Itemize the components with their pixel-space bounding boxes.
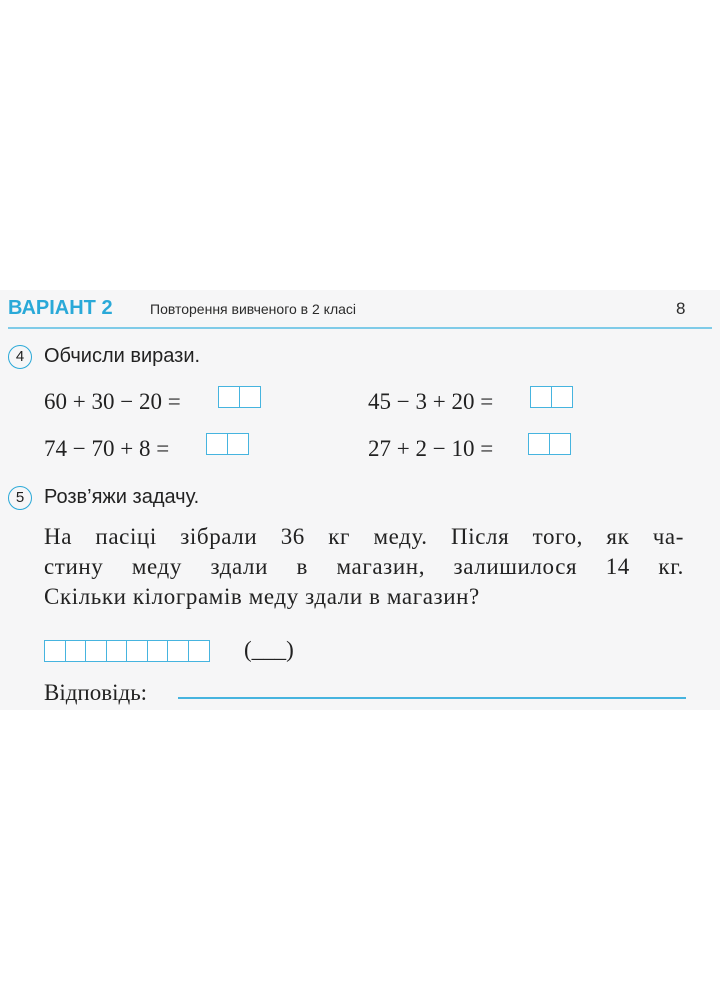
problem-text [44, 522, 684, 612]
expression-2: 45 − 3 + 20 = [368, 389, 494, 414]
answer-cell[interactable] [549, 433, 571, 455]
answer-label: Відповідь: [44, 680, 148, 705]
solution-cell[interactable] [106, 640, 128, 662]
variant-title: ВАРІАНТ 2 [8, 297, 113, 319]
answer-cell[interactable] [206, 433, 228, 455]
answer-line[interactable] [178, 697, 686, 699]
solution-cell[interactable] [44, 640, 66, 662]
answer-cell[interactable] [227, 433, 249, 455]
answer-cell[interactable] [218, 386, 240, 408]
header-divider [8, 327, 712, 329]
solution-cells[interactable] [44, 640, 210, 662]
solution-cell[interactable] [147, 640, 169, 662]
answer-cell[interactable] [530, 386, 552, 408]
task-5-title: Розв’яжи задачу. [44, 486, 200, 508]
page-number: 8 [676, 299, 686, 318]
expression-1: 60 + 30 − 20 = [44, 389, 181, 414]
task-5-number-badge: 5 [8, 486, 32, 510]
problem-line: стину меду здали в магазин, залишилося 14 кг. [44, 554, 684, 579]
expression-3: 74 − 70 + 8 = [44, 436, 170, 461]
solution-cell[interactable] [188, 640, 210, 662]
worksheet [0, 290, 720, 710]
expression-4: 27 + 2 − 10 = [368, 436, 494, 461]
section-subtitle: Повторення вивченого в 2 класі [150, 301, 357, 317]
units-placeholder[interactable]: (___) [244, 637, 294, 662]
solution-cell[interactable] [167, 640, 189, 662]
answer-cells-4[interactable] [528, 433, 571, 455]
answer-cell[interactable] [528, 433, 550, 455]
answer-cell[interactable] [239, 386, 261, 408]
answer-cells-2[interactable] [530, 386, 573, 408]
answer-cells-3[interactable] [206, 433, 249, 455]
solution-cell[interactable] [85, 640, 107, 662]
answer-cells-1[interactable] [218, 386, 261, 408]
answer-cell[interactable] [551, 386, 573, 408]
problem-line: Скільки кілограмів меду здали в магазин? [44, 584, 480, 609]
solution-cell[interactable] [126, 640, 148, 662]
task-4-title: Обчисли вирази. [44, 345, 201, 367]
solution-cell[interactable] [65, 640, 87, 662]
task-4-number-badge: 4 [8, 345, 32, 369]
problem-line: На пасіці зібрали 36 кг меду. Після того, як ча- [44, 524, 684, 549]
